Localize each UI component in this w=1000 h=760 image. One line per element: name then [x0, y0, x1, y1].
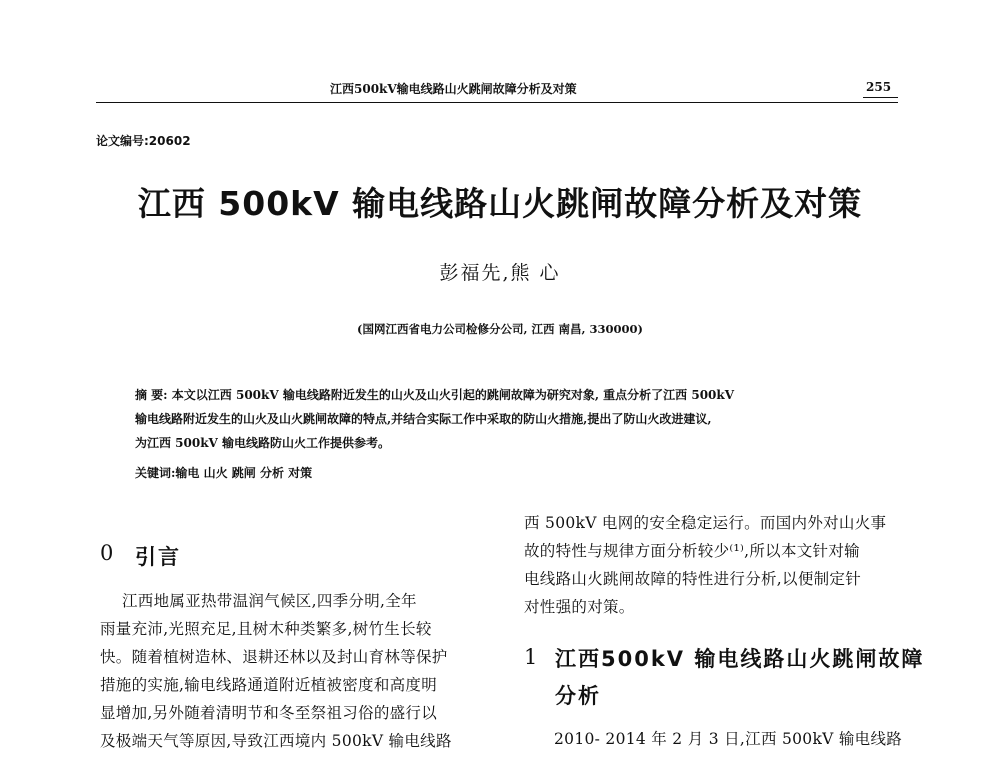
section-heading: 引言 [135, 545, 181, 569]
abstract-line: 输电线路附近发生的山火及山火跳闸故障的特点,并结合实际工作中采取的防山火措施,提出了防山火改进建议, [135, 412, 712, 426]
paragraph-line: 西 500kV 电网的安全稳定运行。而国内外对山火事 [524, 514, 887, 532]
header-divider [96, 102, 898, 103]
section-heading: 江西500kV 输电线路山火跳闸故障 [555, 647, 925, 671]
paragraph-line: 2010- 2014 年 2 月 3 日,江西 500kV 输电线路 [554, 730, 903, 748]
abstract [135, 383, 875, 455]
paragraph-line: 措施的实施,输电线路通道附近植被密度和高度明 [100, 676, 438, 694]
page-number-underline [863, 97, 898, 98]
abstract-line: 摘 要: 本文以江西 500kV 输电线路附近发生的山火及山火引起的跳闸故障为研究对象, 重点分析了江西 500kV [135, 388, 735, 402]
page-number: 255 [866, 80, 892, 94]
paragraph-line: 对性强的对策。 [524, 598, 635, 616]
paragraph-line: 电线路山火跳闸故障的特性进行分析,以便制定针 [524, 570, 862, 588]
paragraph-line: 快。随着植树造林、退耕还林以及封山育林等保护 [100, 648, 448, 666]
paragraph-line: 江西地属亚热带温润气候区,四季分明,全年 [122, 592, 417, 610]
paragraph-line: 及极端天气等原因,导致江西境内 500kV 输电线路 [100, 732, 452, 750]
paragraph-line: 故的特性与规律方面分析较少⁽¹⁾,所以本文针对输 [524, 542, 860, 560]
abstract-line: 为江西 500kV 输电线路防山火工作提供参考。 [135, 436, 391, 450]
paper-title: 江西 500kV 输电线路山火跳闸故障分析及对策 [137, 184, 863, 223]
authors: 彭福先,熊 心 [439, 262, 561, 284]
paragraph-line: 雨量充沛,光照充足,且树木种类繁多,树竹生长较 [100, 620, 432, 638]
section-heading-continued: 分析 [555, 684, 601, 708]
running-header-title: 江西500kV输电线路山火跳闸故障分析及对策 [330, 82, 577, 96]
section-number: 1 [524, 645, 538, 669]
affiliation: (国网江西省电力公司检修分公司, 江西 南昌, 330000) [357, 322, 643, 336]
section-number: 0 [100, 541, 114, 565]
paper-id: 论文编号:20602 [96, 134, 191, 148]
keywords: 关键词:输电 山火 跳闸 分析 对策 [135, 466, 313, 480]
paragraph-line: 显增加,另外随着清明节和冬至祭祖习俗的盛行以 [100, 704, 438, 722]
